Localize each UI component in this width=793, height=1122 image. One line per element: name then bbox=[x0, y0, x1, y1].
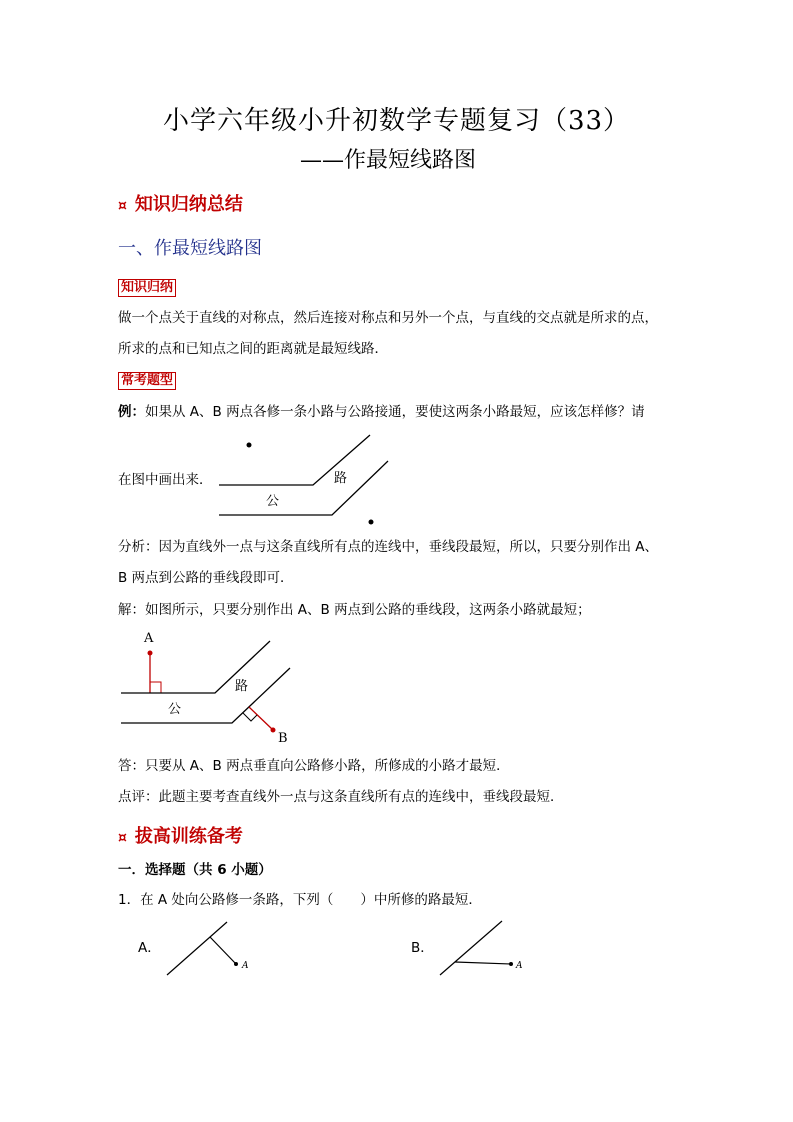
tag-knowledge: 知识归纳 bbox=[118, 279, 176, 297]
example-label: 例： bbox=[118, 404, 145, 420]
part1-heading: 一．选择题（共 6 小题） bbox=[118, 862, 272, 878]
option-a-label: A． bbox=[138, 940, 161, 956]
solution-line: 解：如图所示，只要分别作出 A、B 两点到公路的垂线段，这两条小路就最短； bbox=[118, 602, 591, 618]
comment-line: 点评：此题主要考查直线外一点与这条直线所有点的连线中，垂线段最短． bbox=[118, 789, 564, 805]
option-a-point bbox=[234, 962, 238, 966]
knowledge-line-1: 做一个点关于直线的对称点，然后连接对称点和另外一个点，与直线的交点就是所求的点， bbox=[118, 310, 658, 326]
point-a-label: A bbox=[144, 631, 154, 646]
road-label-lu: 路 bbox=[334, 471, 348, 486]
option-a-path bbox=[210, 937, 236, 964]
analysis-line-2: B 两点到公路的垂线段即可． bbox=[118, 570, 294, 586]
solution-road-label-lu: 路 bbox=[235, 679, 249, 694]
option-b-point-label: A bbox=[516, 961, 523, 971]
tag-common-types: 常考题型 bbox=[118, 372, 176, 390]
option-b-point bbox=[509, 962, 513, 966]
section-mark-icon: ¤ bbox=[118, 830, 127, 846]
question-1-text: 1．在 A 处向公路修一条路，下列（ ）中所修的路最短． bbox=[118, 892, 482, 908]
section-label: 拔高训练备考 bbox=[134, 826, 243, 847]
option-a-point-label: A bbox=[242, 961, 249, 971]
heading-shortest-route: 一、作最短线路图 bbox=[118, 238, 262, 259]
option-b-label: B． bbox=[411, 940, 434, 956]
solution-road-label-gong: 公 bbox=[168, 702, 182, 717]
knowledge-line-2: 所求的点和已知点之间的距离就是最短线路． bbox=[118, 341, 388, 357]
page-subtitle: ——作最短线路图 bbox=[300, 148, 477, 173]
option-b-path bbox=[455, 962, 511, 964]
example-line-2: 在图中画出来． bbox=[118, 472, 213, 488]
section-mark-icon: ¤ bbox=[118, 198, 127, 214]
option-b-road bbox=[440, 921, 502, 975]
option-a-road bbox=[167, 922, 227, 975]
example-text: 如果从 A、B 两点各修一条小路与公路接通，要使这两条小路最短，应该怎样修？请 bbox=[145, 404, 645, 420]
section-label: 知识归纳总结 bbox=[134, 194, 243, 215]
point-b-label: B bbox=[278, 731, 288, 746]
page-title: 小学六年级小升初数学专题复习（33） bbox=[162, 106, 631, 136]
answer-line: 答：只要从 A、B 两点垂直向公路修小路，所修成的小路才最短． bbox=[118, 758, 510, 774]
road-label-gong: 公 bbox=[266, 494, 280, 509]
analysis-line-1: 分析：因为直线外一点与这条直线所有点的连线中，垂线段最短，所以，只要分别作出 A、 bbox=[118, 539, 659, 555]
